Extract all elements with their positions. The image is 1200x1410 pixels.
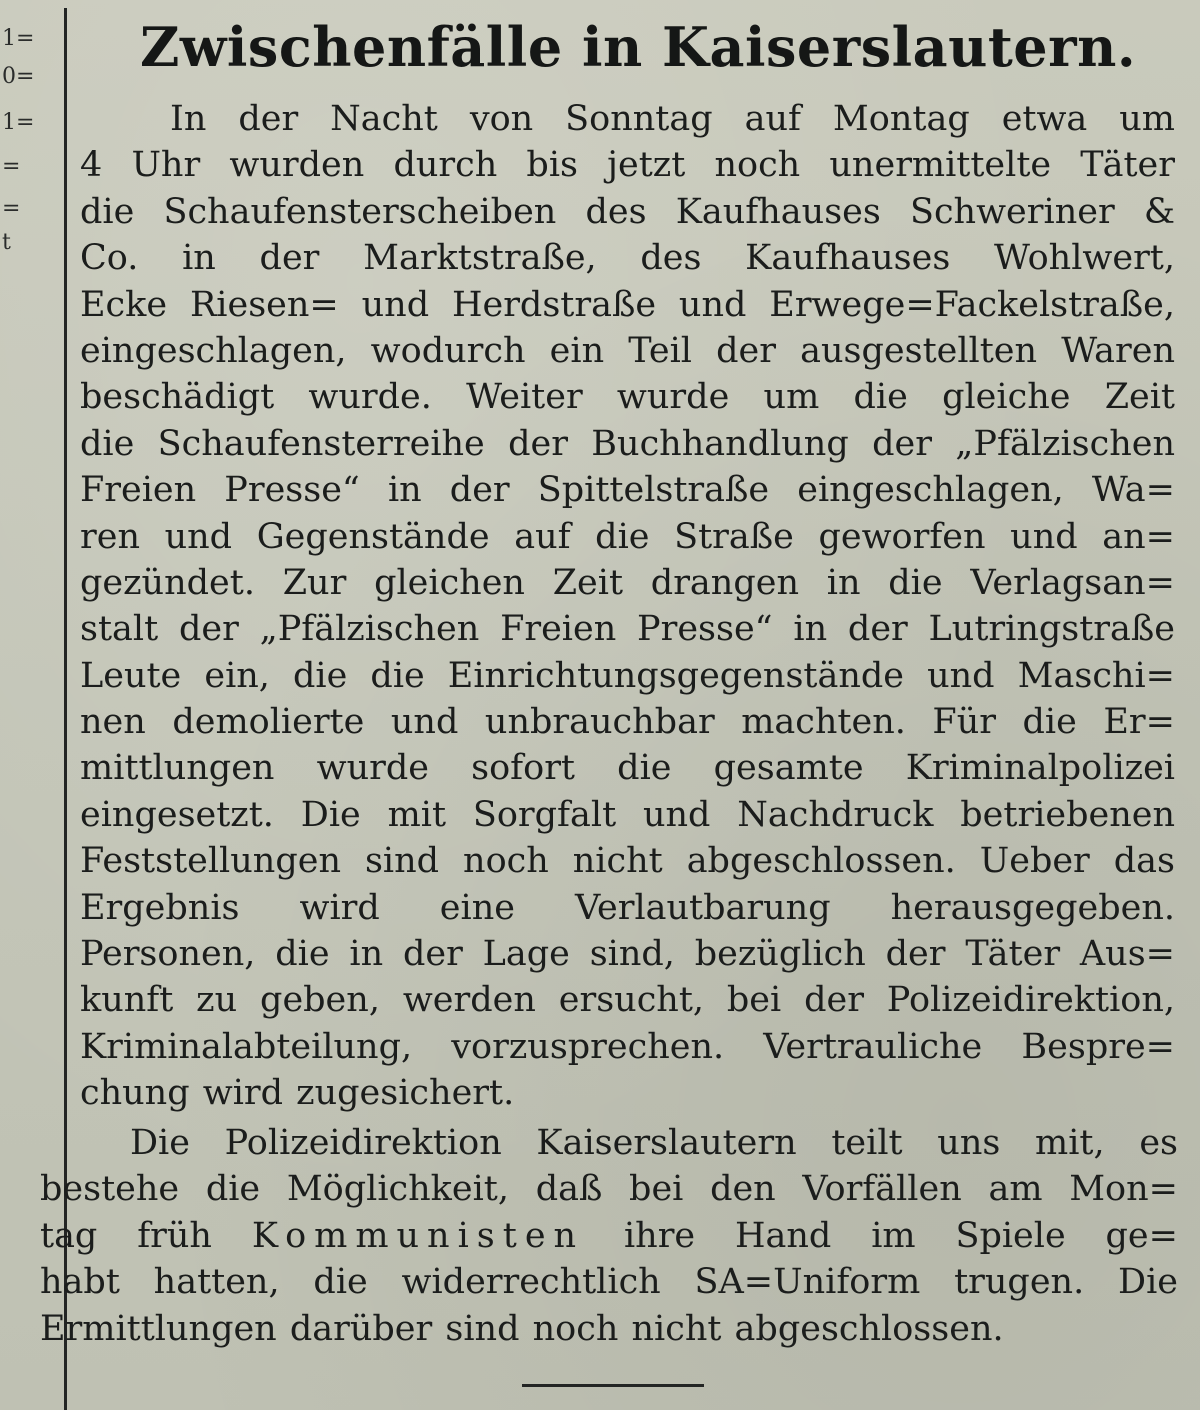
text-line: die Schaufensterscheiben des Kaufhauses Schweriner & — [80, 191, 1175, 232]
text-line: ren und Gegenstände auf die Straße geworfen und an= — [80, 516, 1175, 557]
text-line: bestehe die Möglichkeit, daß bei den Vorfällen am Mon= — [40, 1169, 1178, 1210]
text-line: stalt der „Pfälzischen Freien Presse“ in der Lutringstraße — [80, 609, 1175, 650]
text-line: Ermittlungen darüber sind noch nicht abgeschlossen. — [40, 1308, 1004, 1349]
margin-fragment: 0= — [2, 64, 35, 89]
text-line: In der Nacht von Sonntag auf Montag etwa um — [170, 99, 1175, 139]
text-line: nen demolierte und unbrauchbar machten. Für die Er= — [80, 702, 1175, 743]
margin-fragment: = — [2, 196, 21, 221]
margin-fragment: 1= — [2, 26, 35, 51]
text-segment: tag früh — [40, 1215, 212, 1256]
text-line: kunft zu geben, werden ersucht, bei der Polizeidirektion, — [80, 980, 1175, 1021]
adjacent-column-fragments — [0, 22, 35, 262]
article-headline: Zwischenfälle in Kaiserslautern. — [140, 15, 1137, 79]
text-line: Feststellungen sind noch nicht abgeschlossen. Ueber das — [80, 841, 1175, 882]
margin-fragment: = — [2, 154, 21, 179]
text-line: gezündet. Zur gleichen Zeit drangen in die Verlagsan= — [80, 562, 1175, 603]
text-line: chung wird zugesichert. — [80, 1073, 515, 1114]
text-segment: ihre Hand im Spiele ge= — [623, 1215, 1178, 1256]
text-line: habt hatten, die widerrechtlich SA=Uniform trugen. Die — [40, 1262, 1178, 1303]
text-line: Ecke Riesen= und Herdstraße und Erwege=Fackelstraße, — [80, 284, 1175, 325]
text-line: mittlungen wurde sofort die gesamte Kriminalpolizei — [80, 748, 1175, 789]
text-line: Ergebnis wird eine Verlautbarung herausgegeben. — [80, 887, 1175, 928]
text-line: 4 Uhr wurden durch bis jetzt noch unermittelte Täter — [80, 145, 1175, 186]
article-paragraph-1 — [80, 96, 1175, 1117]
margin-fragment: 1= — [2, 110, 35, 135]
text-line: Personen, die in der Lage sind, bezüglich der Täter Aus= — [80, 934, 1175, 975]
text-line: Die Polizeidirektion Kaiserslautern teilt uns mit, es — [130, 1123, 1178, 1163]
text-line: die Schaufensterreihe der Buchhandlung der „Pfälzischen — [80, 423, 1175, 464]
article-end-rule — [522, 1384, 704, 1387]
text-line: Co. in der Marktstraße, des Kaufhauses Wohlwert, — [80, 238, 1175, 279]
text-line: beschädigt wurde. Weiter wurde um die gleiche Zeit — [80, 377, 1175, 418]
margin-fragment: t — [2, 230, 11, 255]
text-line: Kriminalabteilung, vorzusprechen. Vertrauliche Bespre= — [80, 1026, 1175, 1067]
text-line: Freien Presse“ in der Spittelstraße eingeschlagen, Wa= — [80, 470, 1175, 511]
text-line: Leute ein, die die Einrichtungsgegenstände und Maschi= — [80, 655, 1175, 696]
article-paragraph-2 — [40, 1120, 1178, 1352]
text-line-with-spaced-word — [40, 1213, 1178, 1259]
text-line: eingeschlagen, wodurch ein Teil der ausgestellten Waren — [80, 330, 1175, 371]
emphasized-spaced-word: Kommunisten — [251, 1215, 585, 1256]
text-line: eingesetzt. Die mit Sorgfalt und Nachdruck betriebenen — [80, 794, 1175, 835]
